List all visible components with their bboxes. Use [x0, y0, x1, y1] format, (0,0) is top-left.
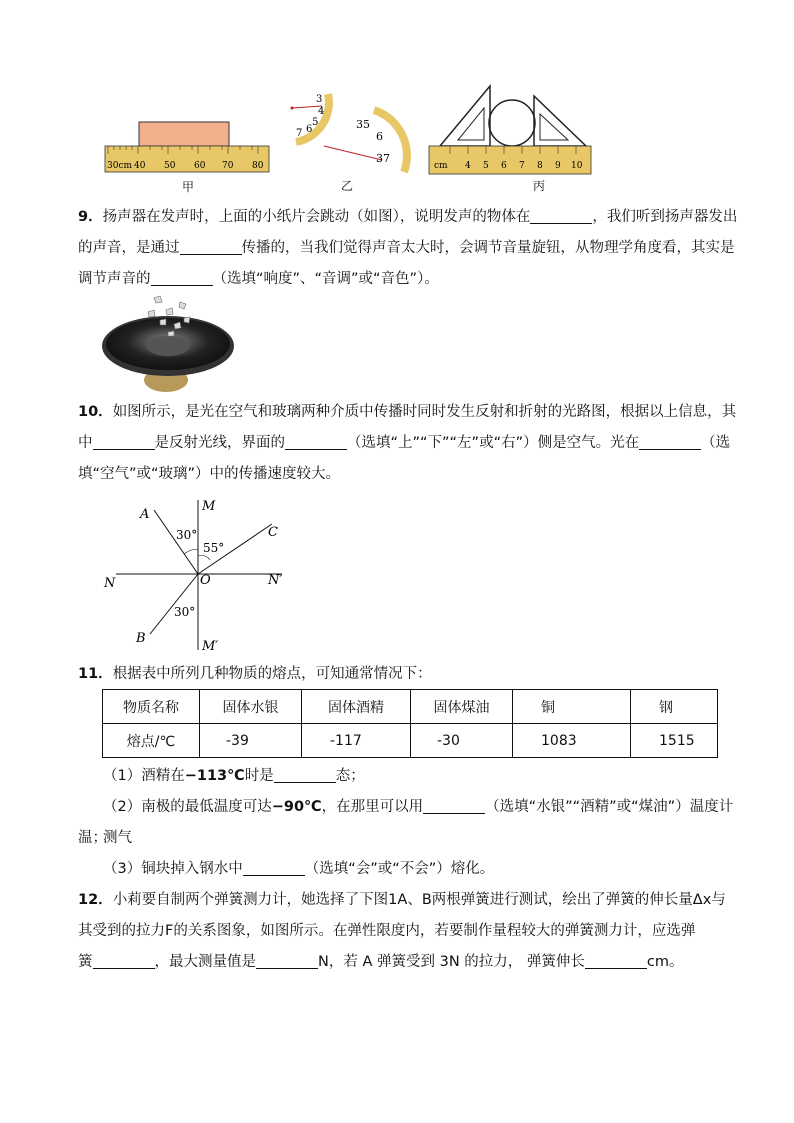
table-cell: 铜 — [513, 690, 631, 724]
dial-label: 4 — [318, 106, 325, 117]
question-11 — [78, 659, 743, 690]
ruler-label: 5 — [483, 161, 489, 171]
question-9 — [78, 202, 743, 295]
figure-yi — [286, 90, 411, 182]
text: （2）南极的最低温度可达 — [103, 799, 272, 815]
text: ，在那里可以用 — [321, 799, 424, 815]
text: 簧 — [78, 954, 93, 970]
dial-label: 6 — [306, 124, 313, 135]
text: 如图所示，是光在空气和玻璃两种介质中传播时同时发生反射和折射的光路图，根据以上信息，其 — [112, 404, 737, 420]
text: 态； — [335, 768, 365, 784]
ruler-label: 4 — [465, 161, 471, 171]
caption-jia: 甲 — [182, 180, 195, 194]
ray-OB — [150, 574, 198, 634]
ruler-label: 9 — [555, 161, 561, 171]
label-N-prime: N′ — [268, 573, 283, 588]
answer-blank[interactable] — [274, 764, 336, 783]
ruler-label: 80 — [252, 161, 264, 171]
ruler-label: 70 — [222, 161, 234, 171]
table-cell: 物质名称 — [103, 690, 200, 724]
text: （1）酒精在 — [103, 768, 185, 784]
text: （选填“响度”、“音调”或“音色”）。 — [212, 271, 439, 287]
table-cell: -117 — [302, 724, 411, 758]
answer-blank[interactable] — [93, 950, 155, 969]
answer-blank[interactable] — [151, 267, 213, 286]
text: （选 — [701, 435, 731, 451]
ruler-label: cm — [434, 161, 448, 171]
label-O: O — [200, 573, 211, 588]
figure-bing — [428, 84, 594, 176]
text: 扬声器在发声时，上面的小纸片会跳动（如图），说明发声的物体在 — [102, 209, 531, 225]
dial-label: 37 — [376, 152, 390, 165]
label-A: A — [140, 507, 150, 522]
text: ，最大测量值是 — [154, 954, 256, 970]
text: （3）铜块掉入钢水中 — [103, 861, 243, 877]
text: 的声音，是通过 — [78, 240, 180, 256]
dial-label: 5 — [312, 117, 319, 128]
set-square-left — [440, 86, 490, 146]
ruler-label: 30cm — [107, 161, 133, 171]
set-square-right — [534, 96, 586, 146]
text: 传播的，当我们觉得声音太大时，会调节音量旋钮，从物理学角度看，其实是 — [241, 240, 735, 256]
table-cell: 熔点/℃ — [103, 724, 200, 758]
sub-question-2-cont — [78, 823, 718, 854]
text: 调节声音的 — [78, 271, 151, 287]
answer-blank[interactable] — [180, 236, 242, 255]
dial-label: 7 — [296, 128, 303, 139]
text: （选填“会”或“不会”）熔化。 — [304, 861, 495, 877]
label-M-prime: M′ — [202, 639, 219, 654]
table-cell: -30 — [411, 724, 513, 758]
answer-blank[interactable] — [423, 795, 485, 814]
text: N，若 A 弹簧受到 3N 的拉力， 弹簧伸长 — [318, 954, 585, 970]
ruler-label: 40 — [134, 161, 146, 171]
ruler-label: 6 — [501, 161, 507, 171]
caption-bing: 丙 — [533, 179, 546, 193]
table-cell: 固体水银 — [200, 690, 302, 724]
table-cell: -39 — [200, 724, 302, 758]
table-cell: 1083 — [513, 724, 631, 758]
sub-question-3 — [103, 854, 743, 885]
label-M: M — [202, 499, 216, 514]
text: 其受到的拉力F的关系图象，如图所示。在弹性限度内，若要制作量程较大的弹簧测力计，应选弹 — [78, 923, 696, 939]
table-row — [103, 690, 718, 724]
question-number: 10． — [78, 404, 113, 420]
answer-blank[interactable] — [530, 205, 592, 224]
figure-jia — [104, 116, 270, 176]
ruler-label: 50 — [164, 161, 176, 171]
text: −90℃ — [271, 799, 322, 815]
text: ，我们听到扬声器发出 — [592, 209, 738, 225]
table-cell: 1515 — [631, 724, 718, 758]
table-row — [103, 724, 718, 758]
ruler-label: 7 — [519, 161, 525, 171]
text: −113℃ — [184, 768, 245, 784]
answer-blank[interactable] — [256, 950, 318, 969]
ruler-label: 8 — [537, 161, 543, 171]
stopwatch-large-needle — [324, 146, 382, 160]
label-C: C — [268, 525, 278, 540]
answer-blank[interactable] — [585, 950, 647, 969]
question-10 — [78, 397, 743, 490]
ruler-label: 60 — [194, 161, 206, 171]
wood-block — [139, 122, 229, 146]
caption-yi: 乙 — [341, 179, 354, 193]
text: 小莉要自制两个弹簧测力计，她选择了下图1A、B两根弹簧进行测试，绘出了弹簧的伸长量Δx与 — [112, 892, 726, 908]
text: 温； — [78, 830, 107, 846]
question-12 — [78, 885, 743, 978]
ray-AO — [154, 510, 198, 574]
light-path-diagram — [100, 494, 300, 654]
label-N: N — [104, 576, 116, 591]
dial-label: 3 — [316, 94, 323, 105]
table-cell: 固体酒精 — [302, 690, 411, 724]
melting-point-table — [102, 689, 718, 758]
question-number: 9． — [78, 209, 103, 225]
table-cell: 固体煤油 — [411, 690, 513, 724]
angle-label: 55° — [203, 541, 225, 555]
text: 填“空气”或“玻璃”）中的传播速度较大。 — [78, 466, 341, 482]
dial-label: 6 — [376, 130, 383, 143]
answer-blank[interactable] — [639, 431, 701, 450]
question-number: 11． — [78, 666, 113, 682]
speaker-image — [100, 290, 238, 396]
text: 是反射光线，界面的 — [154, 435, 285, 451]
answer-blank[interactable] — [93, 431, 155, 450]
answer-blank[interactable] — [285, 431, 347, 450]
angle-label: 30° — [176, 528, 198, 542]
sub-question-1 — [103, 761, 743, 792]
label-B: B — [136, 631, 146, 646]
coin-circle — [489, 100, 535, 146]
text: cm。 — [646, 954, 684, 970]
text: （选填“上”“下”“左”或“右”）侧是空气。光在 — [347, 435, 640, 451]
dial-label: 35 — [356, 118, 370, 131]
text: 时是 — [244, 768, 274, 784]
text: 根据表中所列几种物质的熔点，可知通常情况下： — [112, 666, 432, 682]
text: （选填“水银”“酒精”或“煤油”）温度计测气 — [103, 799, 734, 846]
ruler-label: 10 — [571, 161, 583, 171]
table-cell: 钢 — [631, 690, 718, 724]
question-number: 12． — [78, 892, 113, 908]
angle-label: 30° — [174, 605, 196, 619]
answer-blank[interactable] — [243, 857, 305, 876]
ruler — [429, 146, 591, 174]
text: 中 — [78, 435, 93, 451]
